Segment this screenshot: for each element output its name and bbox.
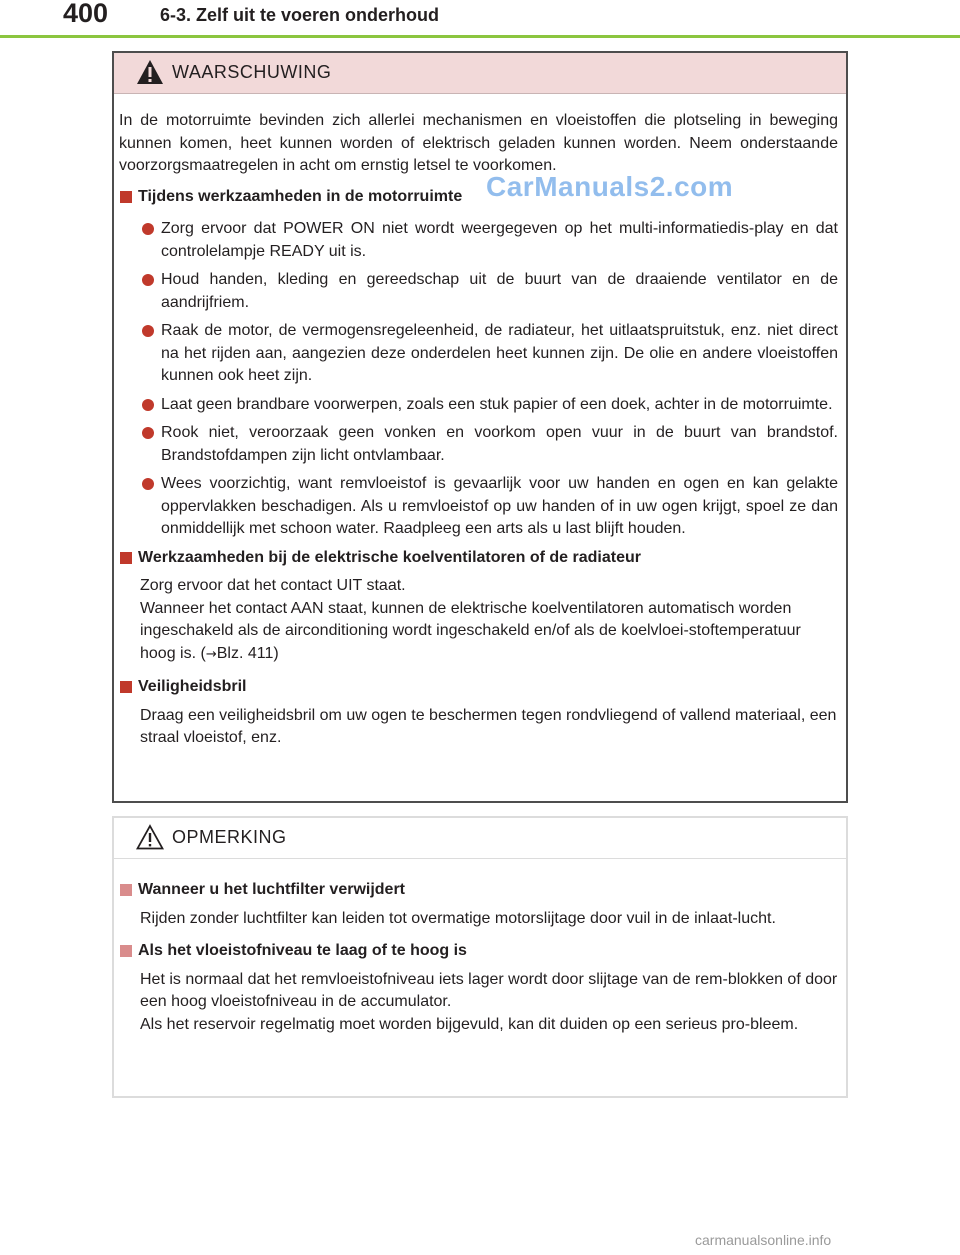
list-item: [139, 218, 838, 263]
warning-section2-title: Werkzaamheden bij de elektrische koelventilatoren of de radiateur: [138, 548, 641, 566]
warning-bullet-list: [139, 218, 838, 541]
note-section1-text: [140, 908, 838, 931]
warning-subheading: [119, 676, 838, 699]
watermark-logo: CarManuals2.com: [486, 171, 734, 202]
square-bullet-icon: [120, 191, 132, 203]
note-subheading: [119, 940, 838, 963]
warning-box: [112, 51, 848, 803]
page-reference: Blz. 411): [216, 644, 279, 662]
warning-triangle-icon: [136, 59, 164, 85]
paragraph: Het is normaal dat het remvloeistofniveau iets lager wordt door slijtage van de rem-blokken of door een hoog vloeistofniveau in de accumulator.: [140, 970, 838, 1010]
square-bullet-icon: [120, 552, 132, 564]
page-number: 400: [63, 0, 109, 28]
warning-header: [114, 53, 846, 94]
paragraph: Zorg ervoor dat het contact UIT staat.: [140, 577, 406, 594]
bullet-text: Laat geen brandbare voorwerpen, zoals een stuk papier of een doek, achter in de motorruimte.: [161, 395, 833, 413]
round-bullet-icon: [142, 325, 154, 337]
list-item: [139, 422, 838, 467]
square-bullet-icon: [120, 681, 132, 693]
section-title: 6-3. Zelf uit te voeren onderhoud: [160, 5, 440, 25]
round-bullet-icon: [142, 399, 154, 411]
paragraph: Draag een veiligheidsbril om uw ogen te beschermen tegen rondvliegend of vallend materiaal, een straal vloeistof, enz.: [140, 706, 837, 746]
square-bullet-icon: [120, 945, 132, 957]
note-body: [114, 859, 846, 1036]
bullet-text: Rook niet, veroorzaak geen vonken en voorkom open vuur in de buurt van brandstof. Brandstofdampen zijn licht ontvlambaar.: [161, 424, 838, 464]
note-subheading: [119, 879, 838, 902]
paragraph: [140, 598, 838, 667]
note-header: [114, 818, 846, 859]
warning-title: WAARSCHUWING: [172, 62, 332, 82]
warning-section1-title: Tijdens werkzaamheden in de motorruimte: [138, 187, 463, 205]
list-item: [139, 269, 838, 314]
warning-section3-text: [140, 705, 838, 750]
note-box: [112, 816, 848, 1098]
paragraph: Rijden zonder luchtfilter kan leiden tot overmatige motorslijtage door vuil in de inlaat-lucht.: [140, 909, 776, 927]
footer-watermark: carmanualsonline.info: [695, 1232, 832, 1248]
list-item: [139, 473, 838, 541]
warning-section3-title: Veiligheidsbril: [138, 678, 247, 695]
bullet-text: Houd handen, kleding en gereedschap uit de buurt van de draaiende ventilator en de aandrijfriem.: [161, 271, 838, 311]
header-rule: [0, 35, 960, 38]
bullet-text: Zorg ervoor dat POWER ON niet wordt weergegeven op het multi-informatiedis-play en dat controlelampje READY uit is.: [161, 220, 838, 260]
bullet-text: Raak de motor, de vermogensregeleenheid, de radiateur, het uitlaatspruitstuk, enz. niet direct na het rijden aan, aangezien deze onderdelen heet kunnen zijn. De olie en andere vloeistoffen kunnen ook heet zijn.: [161, 322, 838, 384]
warning-body: [114, 94, 846, 750]
note-title: OPMERKING: [172, 827, 287, 847]
warning-section2-text: [140, 575, 838, 666]
round-bullet-icon: [142, 478, 154, 490]
warning-intro: In de motorruimte bevinden zich allerlei mechanismen en vloeistoffen die plotseling in beweging kunnen komen, heet kunnen worden of elektrisch geladen kunnen worden. Neem onderstaande voorzorgsmaatregelen in acht om ernstig letsel te voorkomen.: [119, 112, 838, 174]
round-bullet-icon: [142, 427, 154, 439]
round-bullet-icon: [142, 223, 154, 235]
bullet-text: Wees voorzichtig, want remvloeistof is gevaarlijk voor uw handen en ogen en kan gelakte oppervlakken beschadigen. Als u remvloeistof op uw handen of in uw ogen krijgt, spoel ze dan onmiddellijk met schoon water. Raadpleeg een arts als u last blijft houden.: [161, 475, 838, 537]
note-section1-title: Wanneer u het luchtfilter verwijdert: [138, 881, 406, 898]
round-bullet-icon: [142, 274, 154, 286]
paragraph: Als het reservoir regelmatig moet worden bijgevuld, kan dit duiden op een serieus pro-bleem.: [140, 1015, 799, 1033]
paragraph-text: Wanneer het contact AAN staat, kunnen de elektrische koelventilatoren automatisch worden ingeschakeld als de airconditioning wordt ingeschakeld en/of als de koelvloei-stoftemperatuur hoog is. (: [140, 599, 801, 662]
note-section2-title: Als het vloeistofniveau te laag of te hoog is: [138, 942, 467, 959]
square-bullet-icon: [120, 884, 132, 896]
arrow-right-icon: →: [205, 646, 217, 662]
warning-subheading: [119, 547, 838, 570]
list-item: [139, 394, 838, 417]
caution-triangle-icon: [136, 824, 164, 850]
note-section2-text: [140, 969, 838, 1037]
list-item: [139, 320, 838, 388]
